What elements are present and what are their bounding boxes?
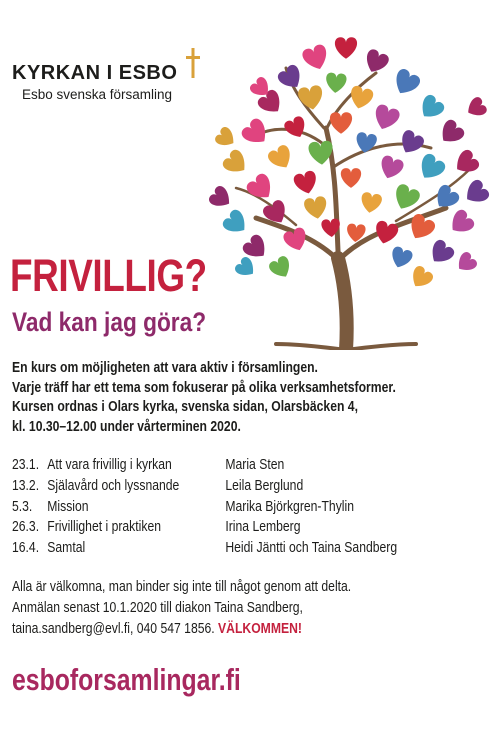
heart-leaf <box>446 208 477 239</box>
outro-line: Alla är välkomna, man binder sig inte till något genom att delta. <box>12 579 352 595</box>
website-link[interactable]: esboforsamlingar.fi <box>12 662 241 697</box>
heart-leaf <box>335 37 357 59</box>
intro-line: Varje träff har ett tema som fokuserar på olika verksamhetsformer. <box>12 379 396 396</box>
heart-leaf <box>221 208 252 239</box>
schedule-row <box>12 497 482 518</box>
heart-leaf <box>347 85 374 112</box>
schedule-leader: Marika Björkgren-Thylin <box>225 498 354 515</box>
heart-leaf <box>388 245 414 271</box>
heart-leaf <box>426 238 457 269</box>
schedule-date: 5.3. <box>12 498 33 515</box>
heart-leaf <box>416 93 447 124</box>
schedule-topic: Samtal <box>47 540 86 557</box>
registration-info <box>12 577 482 639</box>
welcome-text: VÄLKOMMEN! <box>218 620 302 637</box>
schedule-row <box>12 455 482 476</box>
heart-leaf <box>461 178 491 209</box>
intro-line: En kurs om möjligheten att vara aktiv i församlingen. <box>12 360 318 376</box>
heart-leaf <box>233 255 259 281</box>
heart-leaf <box>221 148 252 179</box>
logo-subtitle: Esbo svenska församling <box>22 87 173 102</box>
heart-leaf <box>283 115 310 142</box>
heart-leaf <box>239 116 273 150</box>
headline: FRIVILLIG? <box>10 250 207 301</box>
heart-leaf <box>330 112 352 134</box>
heart-leaf <box>301 43 332 73</box>
outro-line <box>12 619 482 640</box>
church-logo <box>12 62 177 102</box>
schedule-row <box>12 517 482 538</box>
logo-title: KYRKAN I ESBO <box>12 62 178 84</box>
schedule-leader: Heidi Jäntti och Taina Sandberg <box>225 540 398 557</box>
schedule-leader: Irina Lemberg <box>225 519 301 536</box>
heart-leaf <box>407 264 435 292</box>
outro-line: Anmälan senast 10.1.2020 till diakon Taina Sandberg, <box>12 599 303 616</box>
schedule-date: 23.1. <box>12 457 40 473</box>
heart-leaf <box>303 195 329 220</box>
schedule-topic: Mission <box>47 498 89 515</box>
schedule-date: 13.2. <box>12 477 40 494</box>
schedule-topic: Själavård och lyssnande <box>47 477 180 494</box>
schedule-row <box>12 538 482 559</box>
contact-info: taina.sandberg@evl.fi, 040 547 1856. <box>12 620 215 637</box>
subheadline: Vad kan jag göra? <box>12 307 207 337</box>
heart-leaf <box>377 154 405 182</box>
heart-leaf <box>390 67 423 99</box>
heart-leaf <box>297 84 325 111</box>
heart-leaf <box>213 125 238 150</box>
heart-leaf <box>292 170 319 197</box>
heart-leaf <box>266 143 296 173</box>
heart-leaf <box>414 152 447 185</box>
heart-leaf <box>436 118 467 149</box>
schedule-topic: Frivillighet i praktiken <box>47 519 162 536</box>
schedule-list <box>12 455 482 559</box>
schedule-leader: Maria Sten <box>225 457 285 473</box>
heart-leaf <box>341 168 361 188</box>
heart-leaf <box>371 103 402 133</box>
schedule-leader: Leila Berglund <box>225 477 304 494</box>
heart-leaf <box>405 212 438 244</box>
schedule-date: 16.4. <box>12 540 40 557</box>
intro-line: Kursen ordnas i Olars kyrka, svenska sidan, Olarsbäcken 4, <box>12 399 358 415</box>
heart-leaf <box>354 131 377 154</box>
schedule-date: 26.3. <box>12 519 40 536</box>
heart-leaf <box>453 250 479 276</box>
heart-leaf <box>359 191 382 214</box>
intro-line: kl. 10.30–12.00 under vårterminen 2020. <box>12 418 241 435</box>
course-intro <box>12 359 482 437</box>
heart-leaf <box>464 95 489 120</box>
schedule-row <box>12 476 482 497</box>
heart-leaf <box>267 254 295 281</box>
schedule-topic: Att vara frivillig i kyrkan <box>47 457 172 473</box>
heart-leaf <box>207 184 235 212</box>
heart-tree-illustration <box>196 28 498 350</box>
heart-leaf <box>325 72 347 93</box>
